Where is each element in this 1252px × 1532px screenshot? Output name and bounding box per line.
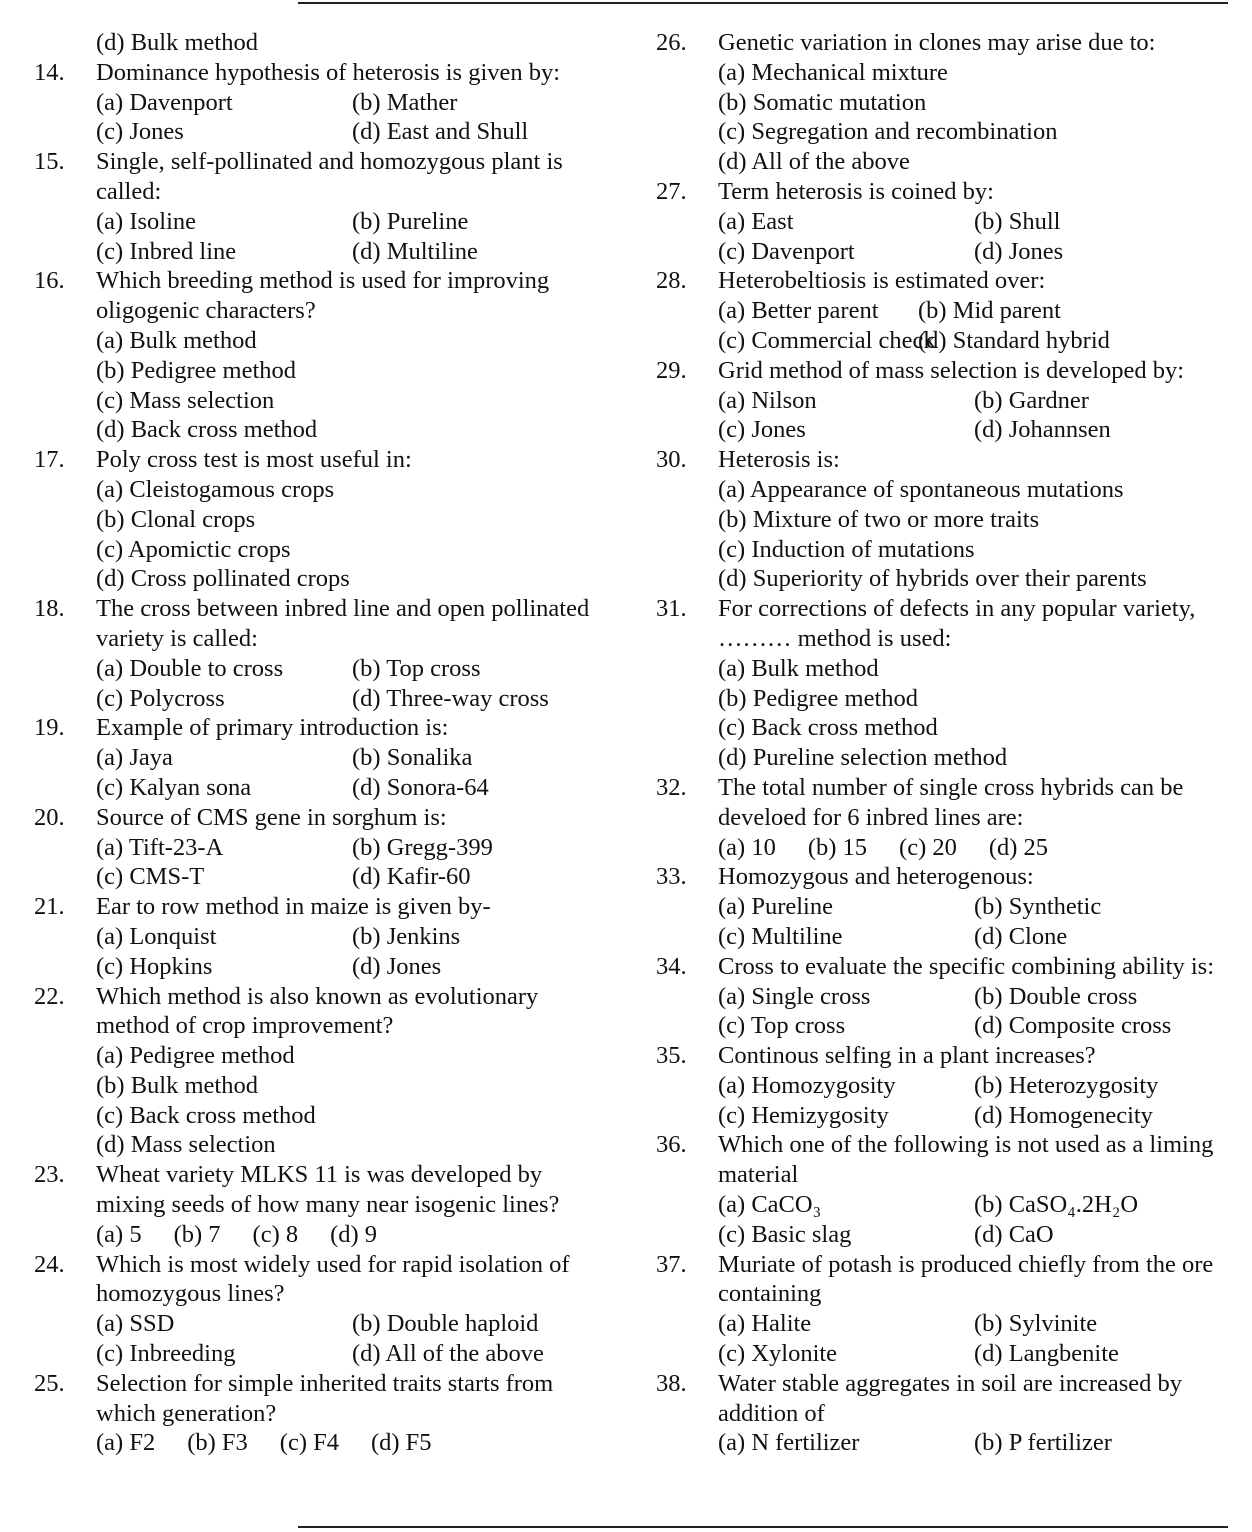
answer-option: (d) Johannsen [974, 416, 1111, 444]
question-item [34, 58, 594, 147]
answer-options [718, 892, 1216, 952]
answer-options [96, 475, 594, 594]
answer-option: (b) Clonal crops [96, 505, 256, 533]
question-text: Continous selfing in a plant increases? [718, 1042, 1096, 1070]
question-number: 14. [34, 58, 65, 86]
question-text: Single, self-pollinated and homozygous plant is called: [96, 148, 563, 205]
question-item [34, 803, 594, 892]
answer-options [96, 654, 594, 714]
answer-option: (d) 25 [988, 833, 1049, 861]
question-item [656, 356, 1216, 445]
answer-option: (d) East and Shull [352, 118, 529, 146]
answer-option: (d) Standard hybrid [918, 326, 1110, 354]
answer-option: (c) CMS-T [96, 863, 205, 891]
question-text: Genetic variation in clones may arise due to: [718, 29, 1156, 56]
answer-options [96, 922, 594, 982]
question-item [656, 1041, 1216, 1130]
question-number: 37. [656, 1250, 687, 1278]
answer-options [96, 28, 594, 58]
answer-option: (c) 8 [252, 1220, 299, 1248]
answer-option: (c) Top cross [718, 1012, 846, 1040]
answer-option: (d) Bulk method [96, 29, 258, 56]
answer-option: (c) Jones [96, 118, 184, 146]
answer-options [96, 1041, 594, 1160]
left-column [34, 28, 594, 1458]
question-item [656, 862, 1216, 951]
question-number: 20. [34, 803, 65, 831]
question-number: 30. [656, 446, 687, 474]
answer-options [96, 326, 594, 445]
question-item [656, 1250, 1216, 1369]
question-text: The total number of single cross hybrids can be develoed for 6 inbred lines are: [718, 773, 1184, 831]
answer-option: (b) Double cross [974, 982, 1138, 1010]
answer-option: (d) Composite cross [974, 1012, 1172, 1040]
question-item [34, 594, 594, 713]
answer-option: (d) Three-way cross [352, 684, 549, 712]
question-text: Wheat variety MLKS 11 is was developed by mixing seeds of how many near isogenic lines? [96, 1161, 560, 1219]
answer-option: (a) Jaya [96, 744, 173, 772]
question-item [656, 266, 1216, 355]
question-item [34, 445, 594, 594]
answer-options [718, 58, 1216, 177]
question-number: 18. [34, 595, 65, 623]
answer-option: (b) Somatic mutation [718, 88, 927, 116]
question-item [34, 147, 594, 266]
answer-option: (c) F4 [279, 1429, 339, 1457]
answer-options [96, 88, 594, 148]
answer-option: (a) F2 [96, 1429, 156, 1457]
answer-options [96, 743, 594, 803]
answer-options [718, 1428, 1216, 1458]
question-item [656, 1369, 1216, 1458]
answer-option: (a) Appearance of spontaneous mutations [718, 475, 1124, 503]
answer-option: (b) CaSO₄.2H₂O [974, 1191, 1139, 1219]
answer-option: (a) Halite [718, 1310, 812, 1338]
answer-option: (b) F3 [187, 1429, 248, 1457]
question-text: Which breeding method is used for improving oligogenic characters? [96, 267, 550, 325]
question-text: Which method is also known as evolutionary method of crop improvement? [96, 982, 539, 1040]
answer-options [96, 1428, 594, 1458]
answer-option: (d) 9 [330, 1220, 378, 1248]
answer-options [718, 654, 1216, 773]
answer-option: (d) Sonora-64 [352, 773, 489, 801]
question-item [656, 177, 1216, 266]
answer-options [718, 207, 1216, 267]
question-item [34, 1250, 594, 1369]
question-item [656, 952, 1216, 1041]
question-text: Example of primary introduction is: [96, 714, 449, 742]
answer-option: (a) 10 [718, 833, 776, 861]
question-text: Which one of the following is not used as a liming material [718, 1131, 1214, 1189]
question-text: The cross between inbred line and open pollinated variety is called: [96, 595, 590, 652]
answer-option: (d) F5 [370, 1429, 432, 1457]
answer-option: (d) Jones [974, 237, 1064, 265]
answer-option: (a) Davenport [96, 88, 233, 116]
answer-option: (b) Sonalika [352, 744, 473, 772]
answer-option: (b) Pedigree method [96, 356, 297, 384]
answer-option: (b) Sylvinite [974, 1310, 1098, 1338]
question-text: Heterosis is: [718, 446, 840, 474]
answer-option: (b) 7 [173, 1220, 221, 1248]
answer-option: (a) Single cross [718, 982, 871, 1010]
answer-option: (a) East [718, 207, 794, 235]
answer-option: (d) Back cross method [96, 416, 318, 444]
answer-option: (b) Heterozygosity [974, 1071, 1159, 1099]
answer-option: (d) All of the above [352, 1340, 544, 1368]
answer-option: (d) Homogenecity [974, 1101, 1153, 1129]
answer-option: (d) Clone [974, 922, 1068, 950]
answer-options [96, 1220, 594, 1250]
top-rule [298, 2, 1228, 4]
answer-option: (a) Mechanical mixture [718, 58, 948, 86]
answer-option: (c) Inbred line [96, 237, 237, 265]
answer-option: (c) Davenport [718, 237, 855, 265]
question-item [34, 28, 594, 58]
question-number: 22. [34, 982, 65, 1010]
answer-option: (c) 20 [899, 833, 957, 861]
answer-option: (c) Basic slag [718, 1220, 852, 1248]
answer-option: (c) Apomictic crops [96, 535, 291, 563]
answer-options [718, 386, 1216, 446]
answer-options [718, 1309, 1216, 1369]
question-item [34, 713, 594, 802]
question-number: 23. [34, 1161, 65, 1189]
answer-option: (a) N fertilizer [718, 1429, 860, 1457]
question-item [34, 1369, 594, 1458]
answer-option: (b) Pureline [352, 207, 469, 235]
question-number: 29. [656, 356, 687, 384]
answer-option: (b) Pedigree method [718, 684, 919, 712]
question-text: Ear to row method in maize is given by- [96, 893, 491, 921]
question-text: Source of CMS gene in sorghum is: [96, 803, 447, 831]
question-item [656, 594, 1216, 773]
answer-options [718, 833, 1216, 863]
question-number: 26. [656, 29, 687, 56]
answer-option: (a) Double to cross [96, 654, 284, 682]
question-number: 32. [656, 773, 687, 801]
answer-option: (b) Gardner [974, 386, 1089, 414]
answer-option: (d) Jones [352, 952, 442, 980]
answer-options [96, 207, 594, 267]
answer-option: (c) Hopkins [96, 952, 213, 980]
answer-option: (d) Pureline selection method [718, 744, 1008, 772]
answer-option: (c) Xylonite [718, 1340, 838, 1368]
answer-option: (a) SSD [96, 1310, 175, 1338]
question-number: 25. [34, 1369, 65, 1397]
answer-option: (d) All of the above [718, 148, 910, 176]
answer-option: (b) Gregg-399 [352, 833, 493, 861]
answer-option: (b) Mixture of two or more traits [718, 505, 1040, 533]
question-number: 21. [34, 893, 65, 921]
answer-option: (b) Synthetic [974, 893, 1102, 921]
answer-option: (d) Kafir-60 [352, 863, 471, 891]
question-number: 38. [656, 1369, 687, 1397]
question-text: Homozygous and heterogenous: [718, 863, 1034, 891]
answer-option: (a) Bulk method [718, 654, 879, 682]
question-text: Muriate of potash is produced chiefly from the ore containing [718, 1250, 1214, 1308]
question-text: For corrections of defects in any popular variety, ……… method is used: [718, 595, 1196, 652]
answer-option: (d) Multiline [352, 237, 478, 265]
answer-option: (c) Polycross [96, 684, 225, 712]
answer-option: (c) Back cross method [718, 714, 938, 742]
answer-option: (a) 5 [96, 1220, 142, 1248]
question-item [34, 266, 594, 445]
answer-option: (a) Pureline [718, 893, 833, 921]
question-number: 15. [34, 148, 65, 176]
answer-option: (b) Top cross [352, 654, 481, 682]
question-item [656, 1130, 1216, 1249]
answer-options [96, 1309, 594, 1369]
answer-option: (a) Nilson [718, 386, 817, 414]
question-number: 34. [656, 952, 687, 980]
question-number: 16. [34, 267, 65, 295]
answer-option: (c) Segregation and recombination [718, 118, 1058, 146]
question-text: Which is most widely used for rapid isolation of homozygous lines? [96, 1250, 570, 1308]
question-number: 19. [34, 714, 65, 742]
question-number: 27. [656, 177, 687, 205]
answer-option: (a) Isoline [96, 207, 196, 235]
question-text: Water stable aggregates in soil are increased by addition of [718, 1369, 1183, 1427]
answer-options [96, 833, 594, 893]
question-text: Grid method of mass selection is developed by: [718, 356, 1185, 384]
question-item [34, 892, 594, 981]
question-text: Selection for simple inherited traits starts from which generation? [96, 1369, 554, 1427]
question-text: Term heterosis is coined by: [718, 177, 994, 205]
answer-option: (c) Induction of mutations [718, 535, 975, 563]
answer-option: (d) Superiority of hybrids over their parents [718, 565, 1147, 593]
answer-option: (a) Homozygosity [718, 1071, 896, 1099]
answer-options [718, 296, 1216, 356]
answer-option: (d) Cross pollinated crops [96, 565, 350, 593]
bottom-rule [298, 1526, 1228, 1528]
answer-options [718, 1071, 1216, 1131]
answer-option: (a) Tift-23-A [96, 833, 224, 861]
question-item [34, 982, 594, 1161]
question-number: 36. [656, 1131, 687, 1159]
answer-option: (a) Cleistogamous crops [96, 475, 335, 503]
question-number: 35. [656, 1042, 687, 1070]
answer-option: (b) P fertilizer [974, 1429, 1112, 1457]
answer-option: (b) Shull [974, 207, 1061, 235]
question-item [656, 773, 1216, 862]
question-item [656, 445, 1216, 594]
answer-option: (a) Better parent [718, 297, 879, 325]
answer-option: (d) Langbenite [974, 1340, 1119, 1368]
question-number: 17. [34, 446, 65, 474]
answer-option: (c) Hemizygosity [718, 1101, 889, 1129]
right-column [656, 28, 1216, 1458]
answer-option: (a) Bulk method [96, 326, 257, 354]
answer-option: (a) CaCO₃ [718, 1191, 822, 1219]
question-number: 31. [656, 595, 687, 623]
answer-option: (c) Mass selection [96, 386, 275, 414]
answer-options [718, 475, 1216, 594]
answer-option: (b) Mid parent [918, 297, 1061, 325]
answer-option: (c) Commercial check [718, 326, 936, 354]
answer-option: (b) 15 [807, 833, 868, 861]
answer-option: (a) Lonquist [96, 922, 217, 950]
answer-option: (b) Bulk method [96, 1071, 258, 1099]
answer-option: (c) Kalyan sona [96, 773, 252, 801]
question-text: Dominance hypothesis of heterosis is given by: [96, 58, 561, 86]
question-text: Poly cross test is most useful in: [96, 446, 412, 474]
question-text: Heterobeltiosis is estimated over: [718, 267, 1046, 295]
answer-option: (d) CaO [974, 1220, 1054, 1248]
answer-option: (d) Mass selection [96, 1131, 276, 1159]
answer-options [718, 1190, 1216, 1250]
question-item [656, 28, 1216, 177]
answer-option: (c) Multiline [718, 922, 843, 950]
answer-option: (b) Mather [352, 88, 458, 116]
answer-option: (c) Back cross method [96, 1101, 316, 1129]
question-text: Cross to evaluate the specific combining ability is: [718, 952, 1215, 980]
question-number: 24. [34, 1250, 65, 1278]
answer-options [718, 982, 1216, 1042]
question-number: 28. [656, 267, 687, 295]
question-number: 33. [656, 863, 687, 891]
answer-option: (b) Jenkins [352, 922, 461, 950]
answer-option: (a) Pedigree method [96, 1042, 295, 1070]
answer-option: (c) Jones [718, 416, 806, 444]
question-item [34, 1160, 594, 1249]
answer-option: (b) Double haploid [352, 1310, 539, 1338]
answer-option: (c) Inbreeding [96, 1340, 236, 1368]
